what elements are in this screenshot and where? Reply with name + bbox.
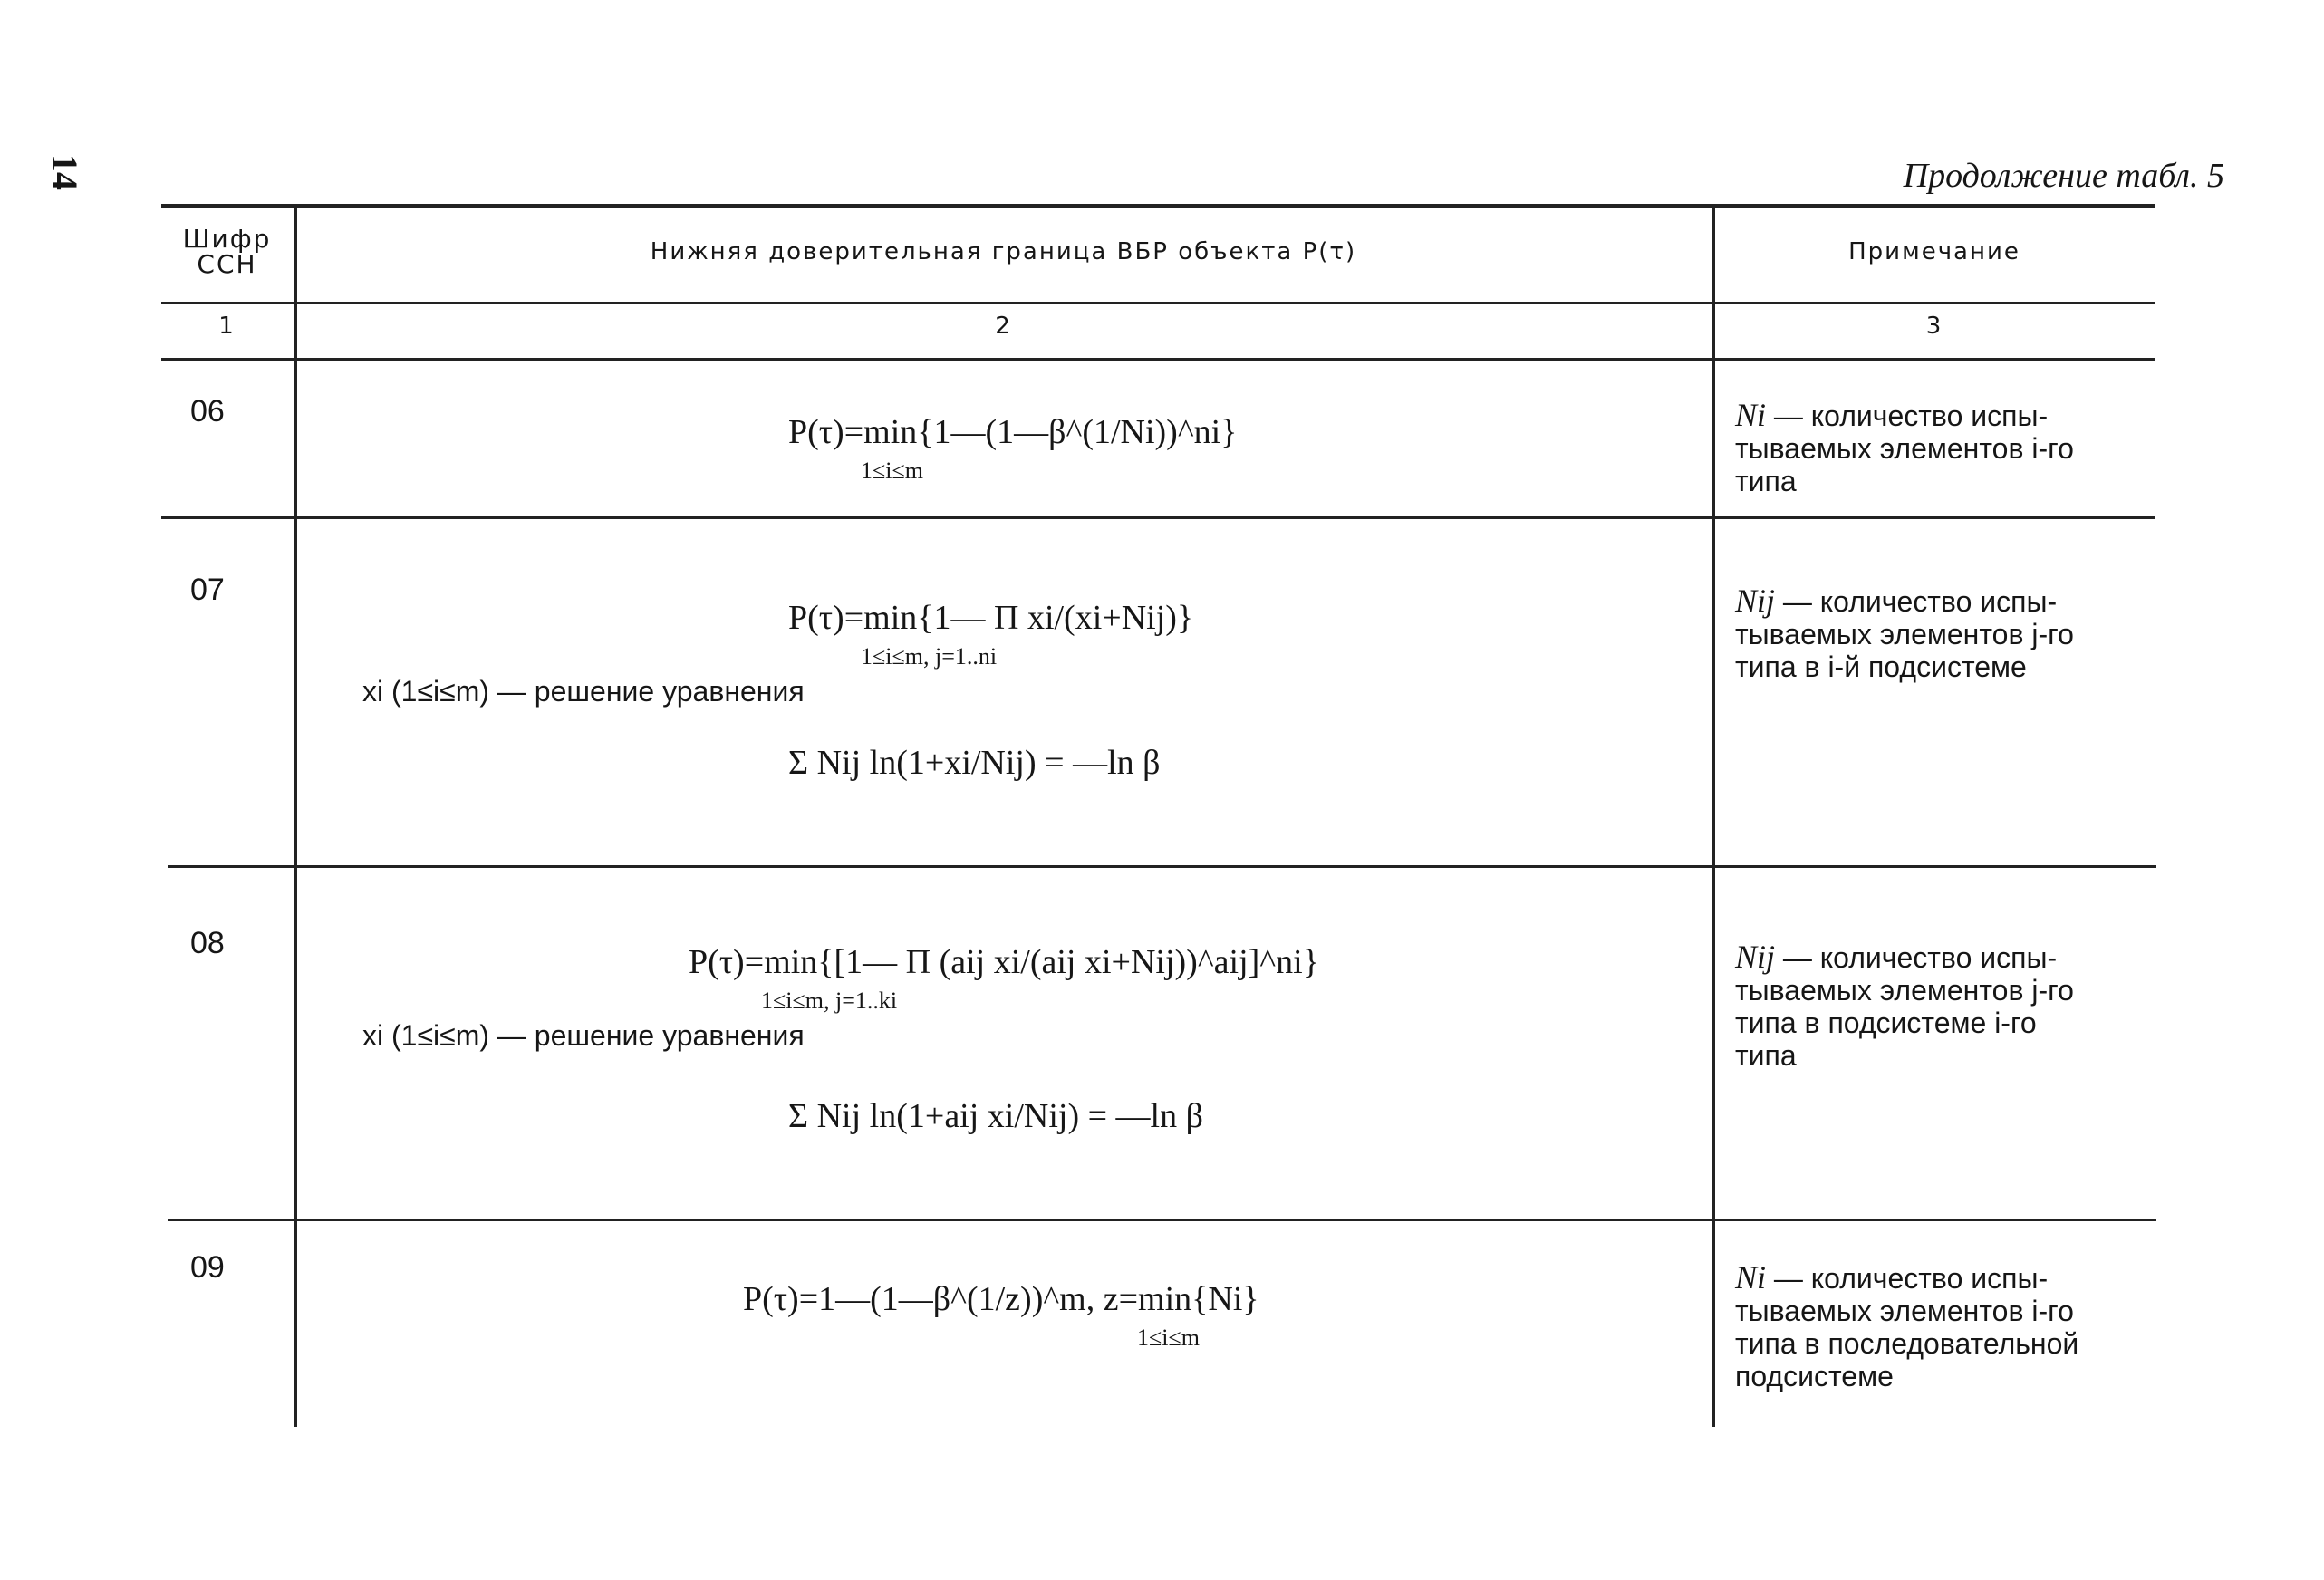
row-08-note-symbol: Nij: [1735, 939, 1776, 975]
row-06-formula: P(τ)=min{1—(1—β^(1/Ni))^ni}: [788, 413, 1238, 451]
row-rule-08: [168, 1219, 2156, 1221]
page-number: 14: [44, 154, 85, 190]
col-divider-2: [1712, 207, 1715, 1427]
header-note: Примечание: [1848, 238, 2020, 265]
row-08-code: 08: [190, 926, 225, 960]
row-09-note: Ni — количество испы- тываемых элементов i-го типа в последовательной подсистеме: [1735, 1259, 2079, 1392]
row-07-equation: Σ Nij ln(1+xi/Nij) = —ln β: [788, 744, 1161, 782]
table-continuation-title: Продолжение табл. 5: [1903, 157, 2224, 195]
row-07-text: xi (1≤i≤m) — решение уравнения: [362, 675, 805, 708]
row-09-code: 09: [190, 1250, 225, 1285]
colnum-3: 3: [1925, 313, 1943, 340]
row-07-code: 07: [190, 573, 225, 607]
header-code: Шифр ССН: [182, 224, 272, 279]
row-08-formula-limits: 1≤i≤m, j=1..ki: [761, 988, 898, 1014]
colnum-1: 1: [218, 313, 236, 340]
row-06-code: 06: [190, 394, 225, 429]
colnum-2: 2: [995, 313, 1012, 340]
col-divider-1: [294, 207, 297, 1427]
row-rule-06: [161, 516, 2155, 519]
header-formula: Нижняя доверительная граница ВБР объекта P(τ): [650, 238, 1357, 265]
row-07-formula-limits: 1≤i≤m, j=1..ni: [861, 643, 998, 670]
row-06-formula-limits: 1≤i≤m: [861, 458, 923, 484]
row-06-note-symbol: Ni: [1735, 397, 1767, 433]
header-rule: [161, 302, 2155, 304]
row-08-equation: Σ Nij ln(1+aij xi/Nij) = —ln β: [788, 1097, 1203, 1135]
row-07-note-symbol: Nij: [1735, 583, 1776, 619]
row-09-formula-limits: 1≤i≤m: [1137, 1325, 1200, 1351]
row-06-note: Ni — количество испы- тываемых элементов i-го типа: [1735, 397, 2074, 497]
row-rule-07: [168, 865, 2156, 868]
row-09-formula: P(τ)=1—(1—β^(1/z))^m, z=min{Ni}: [743, 1280, 1259, 1318]
row-07-formula: P(τ)=min{1— Π xi/(xi+Nij)}: [788, 599, 1194, 637]
colnum-rule: [161, 358, 2155, 361]
row-09-note-symbol: Ni: [1735, 1259, 1767, 1296]
row-07-note: Nij — количество испы- тываемых элементов j-го типа в i-й подсистеме: [1735, 583, 2074, 683]
row-08-text: xi (1≤i≤m) — решение уравнения: [362, 1019, 805, 1052]
table-top-rule: [161, 204, 2155, 208]
row-08-note: Nij — количество испы- тываемых элементов j-го типа в подсистеме i-го типа: [1735, 939, 2074, 1072]
row-08-formula: P(τ)=min{[1— Π (aij xi/(aij xi+Nij))^aij]^ni}: [689, 943, 1319, 981]
